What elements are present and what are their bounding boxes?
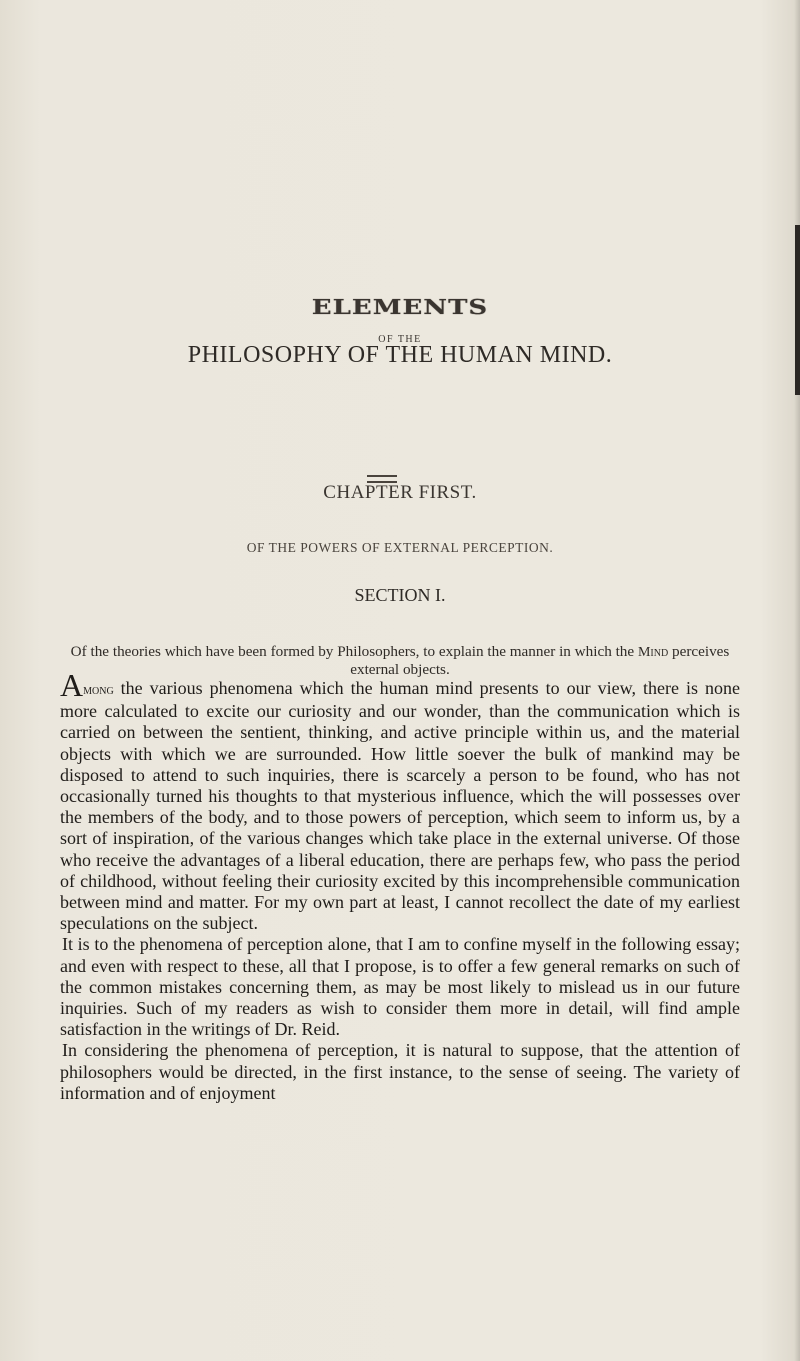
- section-title: SECTION I.: [354, 585, 446, 605]
- paragraph-2: It is to the phenomena of perception alone, that I am to confine myself in the following essay; and even with respect to these, all that I propose, is to offer a few general remarks on such of the common mistakes concerning them, as may be most likely to mislead us in our future inquiries. Such of my readers as wish to consider them more in detail, will find ample satisfaction in the writings of Dr. Reid.: [60, 934, 740, 1040]
- drop-letter-rest: mong: [83, 683, 114, 698]
- section-summary: [62, 643, 738, 678]
- main-title: PHILOSOPHY OF THE HUMAN MIND.: [187, 342, 613, 368]
- paragraph-1: [60, 667, 740, 934]
- title-divider-top: [367, 475, 397, 477]
- page-edge-shadow: [794, 0, 800, 1361]
- summary-smallcaps-mind: Mind: [637, 645, 669, 660]
- paragraph-3: In considering the phenomena of perception, it is natural to suppose, that the attention of philosophers would be directed, in the first instance, to the sense of seeing. The variety of information and of enjoyment: [60, 1040, 740, 1103]
- chapter-title: CHAPTER FIRST.: [323, 482, 477, 503]
- summary-text-end: perceives external objects.: [350, 643, 730, 678]
- body-text: [60, 667, 740, 1104]
- drop-letter: A: [60, 667, 84, 703]
- of-the-label: OF THE: [378, 334, 422, 345]
- gothic-title: ELEMENTS: [311, 296, 489, 320]
- summary-text-start: Of the theories which have been formed by Philosophers, to explain the manner in which the: [70, 643, 638, 660]
- chapter-subtitle: OF THE POWERS OF EXTERNAL PERCEPTION.: [246, 540, 554, 555]
- paragraph-1-text: the various phenomena which the human mind presents to our view, there is none more calculated to excite our curiosity and our wonder, than the communication which is carried on between the sentient, thinking, and active principle within us, and the material objects with which we are surrounded. How little soever the bulk of mankind may be disposed to attend to such inquiries, there is scarcely a person to be found, who has not occasionally turned his thoughts to that mysterious influence, which the will possesses over the members of the body, and to those powers of perception, which seem to inform us, by a sort of inspiration, of the various changes which take place in the external universe. Of those who receive the advantages of a liberal education, there are perhaps few, who pass the period of childhood, without feeling their curiosity excited by this incomprehensible communication between mind and matter. For my own part at least, I cannot recollect the date of my earliest speculations on the subject.: [60, 678, 740, 934]
